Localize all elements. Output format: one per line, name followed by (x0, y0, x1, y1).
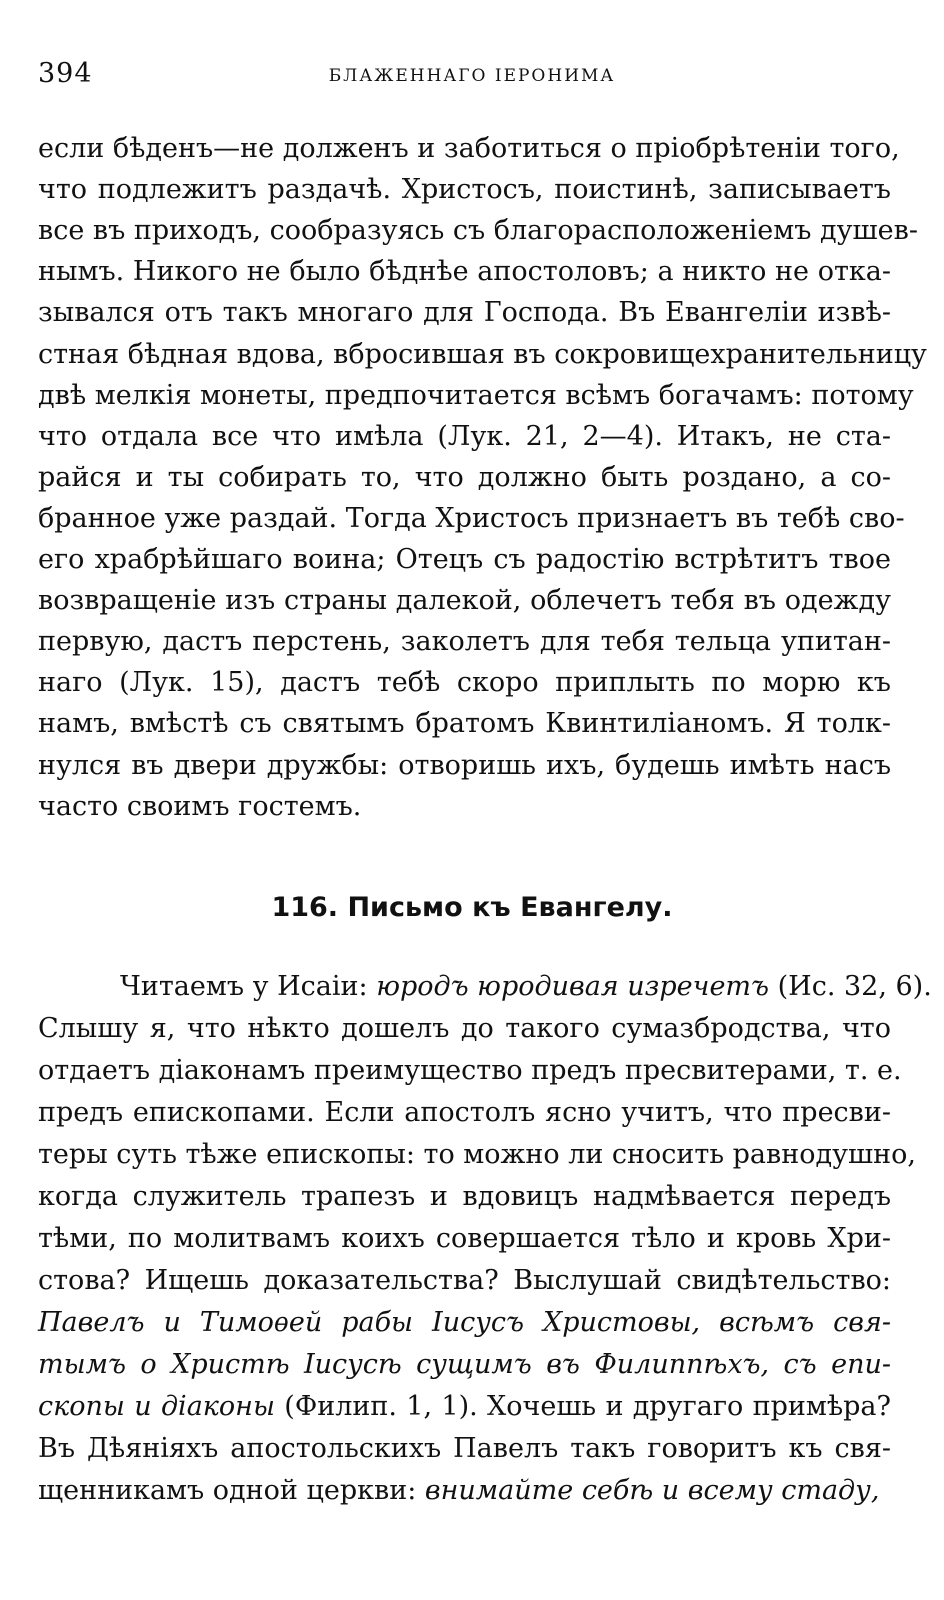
text-line (38, 420, 891, 454)
text-span: если бѣденъ—не долженъ и заботиться о пріобрѣтеніи того, (38, 133, 900, 164)
text-span: его храбрѣйшаго воина; Отецъ съ радостію встрѣтитъ твое (38, 544, 891, 575)
text-span: стная бѣдная вдова, вбросившая въ сокровищехранительницу (38, 338, 927, 370)
text-line (38, 1474, 891, 1508)
text-span: Читаемъ у Исаіи: (120, 971, 377, 1002)
text-line (38, 502, 905, 536)
text-span: Въ Дѣяніяхъ апостольскихъ Павелъ такъ говоритъ къ свя- (38, 1433, 891, 1464)
text-line (38, 1306, 891, 1340)
text-span: когда служитель трапезъ и вдовицъ надмѣвается передъ (38, 1181, 891, 1212)
text-line (38, 1054, 902, 1088)
text-line (38, 1348, 891, 1382)
text-span: двѣ мелкія монеты, предпочитается всѣмъ богачамъ: потому (38, 379, 914, 411)
text-span: часто своимъ гостемъ. (38, 790, 362, 822)
text-span: теры суть тѣже епископы: то можно ли сносить равнодушно, (38, 1139, 916, 1170)
text-span: зывался отъ такъ многаго для Господа. Въ Евангеліи извѣ- (38, 297, 891, 329)
text-line (38, 296, 891, 330)
page-header (38, 58, 906, 98)
text-line (38, 584, 891, 618)
text-line (38, 379, 914, 413)
text-line (38, 1222, 891, 1256)
italic-text: тымъ о Христѣ Іисусѣ сущимъ въ Филиппѣхъ, съ епи- (38, 1349, 891, 1380)
text-span: нымъ. Никого не было бѣднѣе апостоловъ; а никто не отка- (38, 256, 891, 288)
text-span: щенникамъ одной церкви: (38, 1475, 425, 1506)
text-line (120, 970, 932, 1004)
text-span: бранное уже раздай. Тогда Христосъ признаетъ въ тебѣ сво- (38, 502, 905, 534)
running-head: БЛАЖЕННАГО ІЕРОНИМА (328, 66, 616, 86)
text-span: (Ис. 32, 6). (769, 971, 932, 1002)
text-line (38, 173, 891, 207)
text-line (38, 1180, 891, 1214)
text-line (38, 255, 891, 289)
text-line (38, 666, 891, 700)
text-span: намъ, вмѣстѣ съ святымъ братомъ Квинтиліаномъ. Я толк- (38, 708, 891, 740)
text-line (38, 1012, 891, 1046)
text-span: тѣми, по молитвамъ коихъ совершается тѣло и кровь Хри- (38, 1223, 891, 1254)
text-line (38, 1096, 891, 1130)
italic-text: внимайте себѣ и всему стаду, (424, 1475, 880, 1506)
text-span: предъ епископами. Если апостолъ ясно учитъ, что пресви- (38, 1097, 891, 1128)
text-line (38, 543, 891, 577)
text-line (38, 1390, 891, 1424)
text-span: Слышу я, что нѣкто дошелъ до такого сумазбродства, что (38, 1013, 891, 1044)
text-span: первую, дастъ перстень, заколетъ для тебя тельца упитан- (38, 626, 891, 658)
text-line (38, 707, 891, 741)
text-span: стова? Ищешь доказательства? Выслушай свидѣтельство: (38, 1265, 891, 1296)
text-line (38, 338, 927, 372)
text-line (38, 1138, 916, 1172)
text-span: отдаетъ діаконамъ преимущество предъ пресвитерами, т. е. (38, 1055, 902, 1086)
italic-text: Павелъ и Тимоѳей рабы Іисусъ Христовы, всѣмъ свя- (38, 1307, 891, 1338)
text-line (38, 461, 891, 495)
letter-heading: 116. Письмо къ Евангелу. (271, 892, 673, 923)
text-span: возвращеніе изъ страны далекой, облечетъ тебя въ одежду (38, 585, 891, 617)
italic-text: юродъ юродивая изречетъ (376, 971, 770, 1002)
text-span: наго (Лук. 15), дастъ тебѣ скоро приплыть по морю къ (38, 667, 891, 699)
text-line (38, 1432, 891, 1466)
text-span: что отдала все что имѣла (Лук. 21, 2—4). Итакъ, не ста- (38, 420, 891, 452)
text-span: нулся въ двери дружбы: отворишь ихъ, будешь имѣть насъ (38, 749, 891, 781)
text-span: что подлежитъ раздачѣ. Христосъ, поистинѣ, записываетъ (38, 174, 891, 206)
page-number: 394 (38, 58, 93, 89)
text-line (38, 625, 891, 659)
text-line (38, 749, 891, 783)
text-line (38, 132, 900, 166)
text-span: райся и ты собирать то, что должно быть роздано, а со- (38, 461, 891, 493)
text-line (38, 790, 891, 824)
text-line (38, 1264, 891, 1298)
text-span: (Филип. 1, 1). Хочешь и другаго примѣра? (274, 1391, 891, 1422)
italic-text: скопы и діаконы (38, 1391, 275, 1422)
text-span: все въ приходъ, сообразуясь съ благорасположеніемъ душев- (38, 215, 918, 247)
text-line (38, 214, 918, 248)
